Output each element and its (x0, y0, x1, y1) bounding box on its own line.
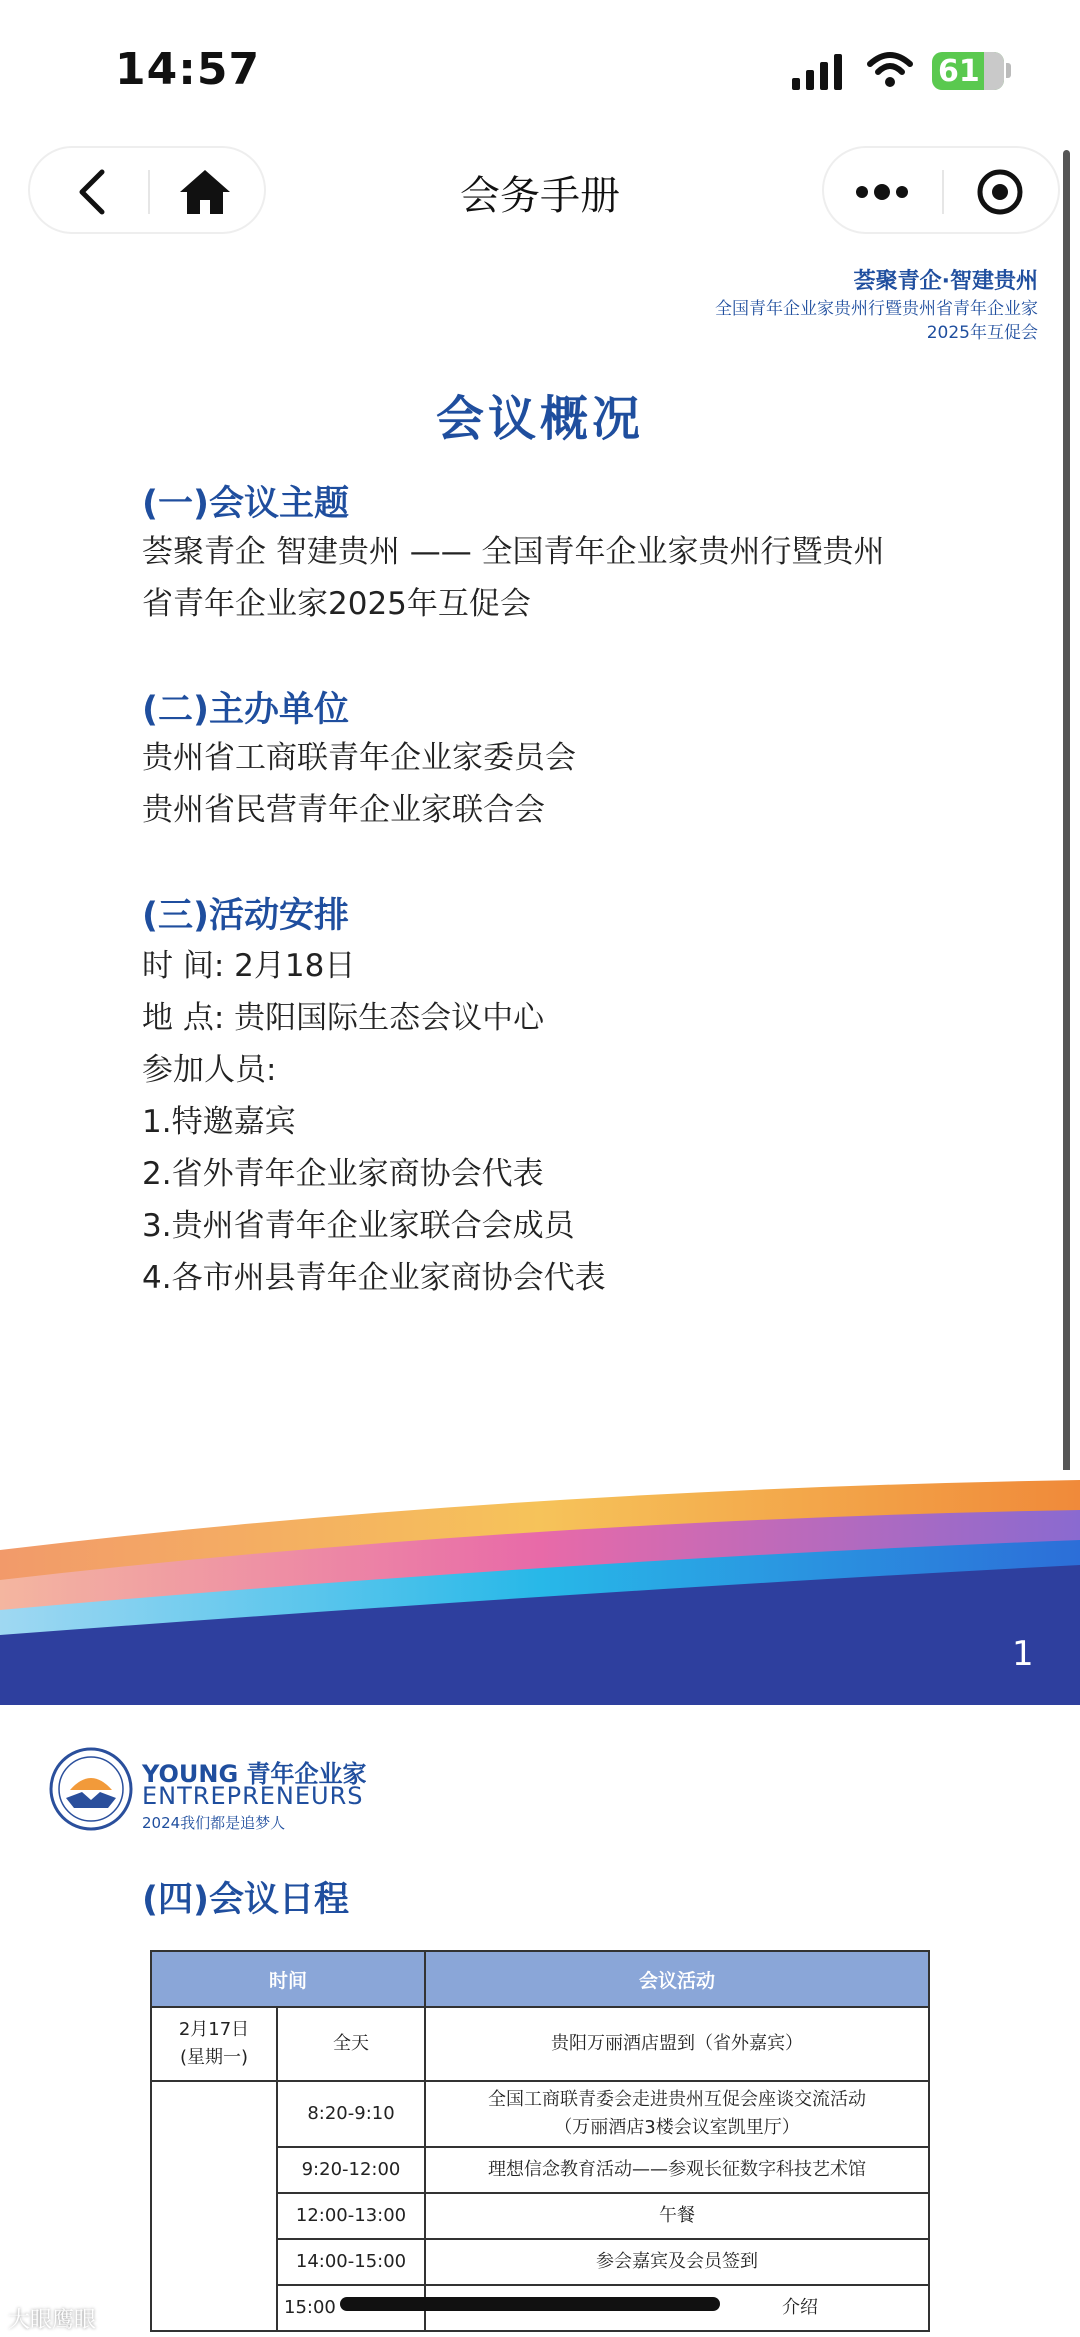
logo-entrepreneurs-text: ENTREPRENEURS (142, 1782, 364, 1810)
date-label: 2月17日 (178, 2019, 250, 2040)
date-cell (151, 2007, 277, 2081)
organizer-line-1: 贵州省工商联青年企业家委员会 (142, 740, 576, 776)
home-icon[interactable] (178, 166, 232, 216)
activity-cell: 理想信念教育活动——参观长征数字科技艺术馆 (425, 2147, 929, 2193)
organizer-line-2: 贵州省民营青年企业家联合会 (142, 792, 545, 828)
header-subtitle: 全国青年企业家贵州行暨贵州省青年企业家 (715, 299, 1038, 319)
logo-slogan: 2024我们都是追梦人 (142, 1814, 286, 1832)
battery-icon (932, 52, 1004, 90)
column-header-time: 时间 (151, 1951, 425, 2007)
watermark: 大眼鹰眼 (8, 2308, 97, 2333)
table-row (151, 2007, 929, 2081)
nav-capsule-right (822, 146, 1060, 234)
activity-cell (425, 2081, 929, 2147)
event-time: 时 间: 2月18日 (142, 948, 356, 984)
activity-cell: 参会嘉宾及会员签到 (425, 2239, 929, 2285)
header-subtitle-2: 2025年互促会 (926, 323, 1038, 343)
agenda-table (150, 1950, 930, 2332)
theme-line-1: 荟聚青企 智建贵州 —— 全国青年企业家贵州行暨贵州 (142, 534, 885, 570)
section-schedule-title: (三)活动安排 (142, 896, 349, 936)
nav-capsule-left (28, 146, 266, 234)
table-row (151, 2081, 929, 2147)
nav-divider (148, 170, 150, 214)
time-cell: 9:20-12:00 (277, 2147, 425, 2193)
close-miniprogram-icon[interactable] (976, 168, 1024, 216)
attendee-item: 1.特邀嘉宾 (142, 1104, 296, 1140)
activity-cell: 贵阳万丽酒店盟到（省外嘉宾） (425, 2007, 929, 2081)
time-cell: 12:00-13:00 (277, 2193, 425, 2239)
young-entrepreneurs-logo (48, 1746, 134, 1832)
signal-icon (790, 52, 846, 92)
battery-level: 61 (938, 54, 980, 89)
time-cell: 14:00-15:00 (277, 2239, 425, 2285)
event-place: 地 点: 贵阳国际生态会议中心 (142, 1000, 545, 1036)
scrollbar[interactable] (1063, 150, 1070, 1630)
logo-young-text: YOUNG 青年企业家 (142, 1760, 367, 1788)
section-organizer-title: (二)主办单位 (142, 690, 349, 730)
section-theme-title: (一)会议主题 (142, 484, 349, 524)
page-number: 1 (1012, 1634, 1034, 1674)
attendee-item: 2.省外青年企业家商协会代表 (142, 1156, 544, 1192)
time-cell: 8:20-9:10 (277, 2081, 425, 2147)
page-title: 会议概况 (435, 391, 644, 447)
attendees-label: 参加人员: (142, 1052, 277, 1088)
more-icon[interactable] (854, 180, 910, 204)
status-time: 14:57 (115, 44, 261, 95)
section-agenda-title: (四)会议日程 (142, 1880, 349, 1920)
table-header-row (151, 1951, 929, 2007)
time-cell: 全天 (277, 2007, 425, 2081)
nav-title: 会务手册 (460, 173, 620, 219)
activity-cell: 介绍 (425, 2285, 929, 2331)
back-icon[interactable] (74, 168, 110, 216)
nav-divider (942, 170, 944, 214)
activity-cell: 午餐 (425, 2193, 929, 2239)
battery-tip (1006, 63, 1011, 78)
attendee-item: 3.贵州省青年企业家联合会成员 (142, 1208, 575, 1244)
decorative-wave (0, 1470, 1080, 1705)
time-cell: 15:00 (277, 2285, 425, 2331)
activity-line: （万丽酒店3楼会议室凯里厅） (554, 2117, 800, 2138)
activity-line: 全国工商联青委会走进贵州互促会座谈交流活动 (488, 2089, 866, 2110)
column-header-activity: 会议活动 (425, 1951, 929, 2007)
redaction-bar (340, 2297, 720, 2311)
weekday-label: (星期一) (179, 2047, 249, 2068)
header-slogan: 荟聚青企·智建贵州 (853, 269, 1038, 294)
attendee-item: 4.各市州县青年企业家商协会代表 (142, 1260, 606, 1296)
date-cell-empty (151, 2081, 277, 2331)
theme-line-2: 省青年企业家2025年互促会 (142, 586, 531, 622)
wifi-icon (866, 50, 914, 90)
